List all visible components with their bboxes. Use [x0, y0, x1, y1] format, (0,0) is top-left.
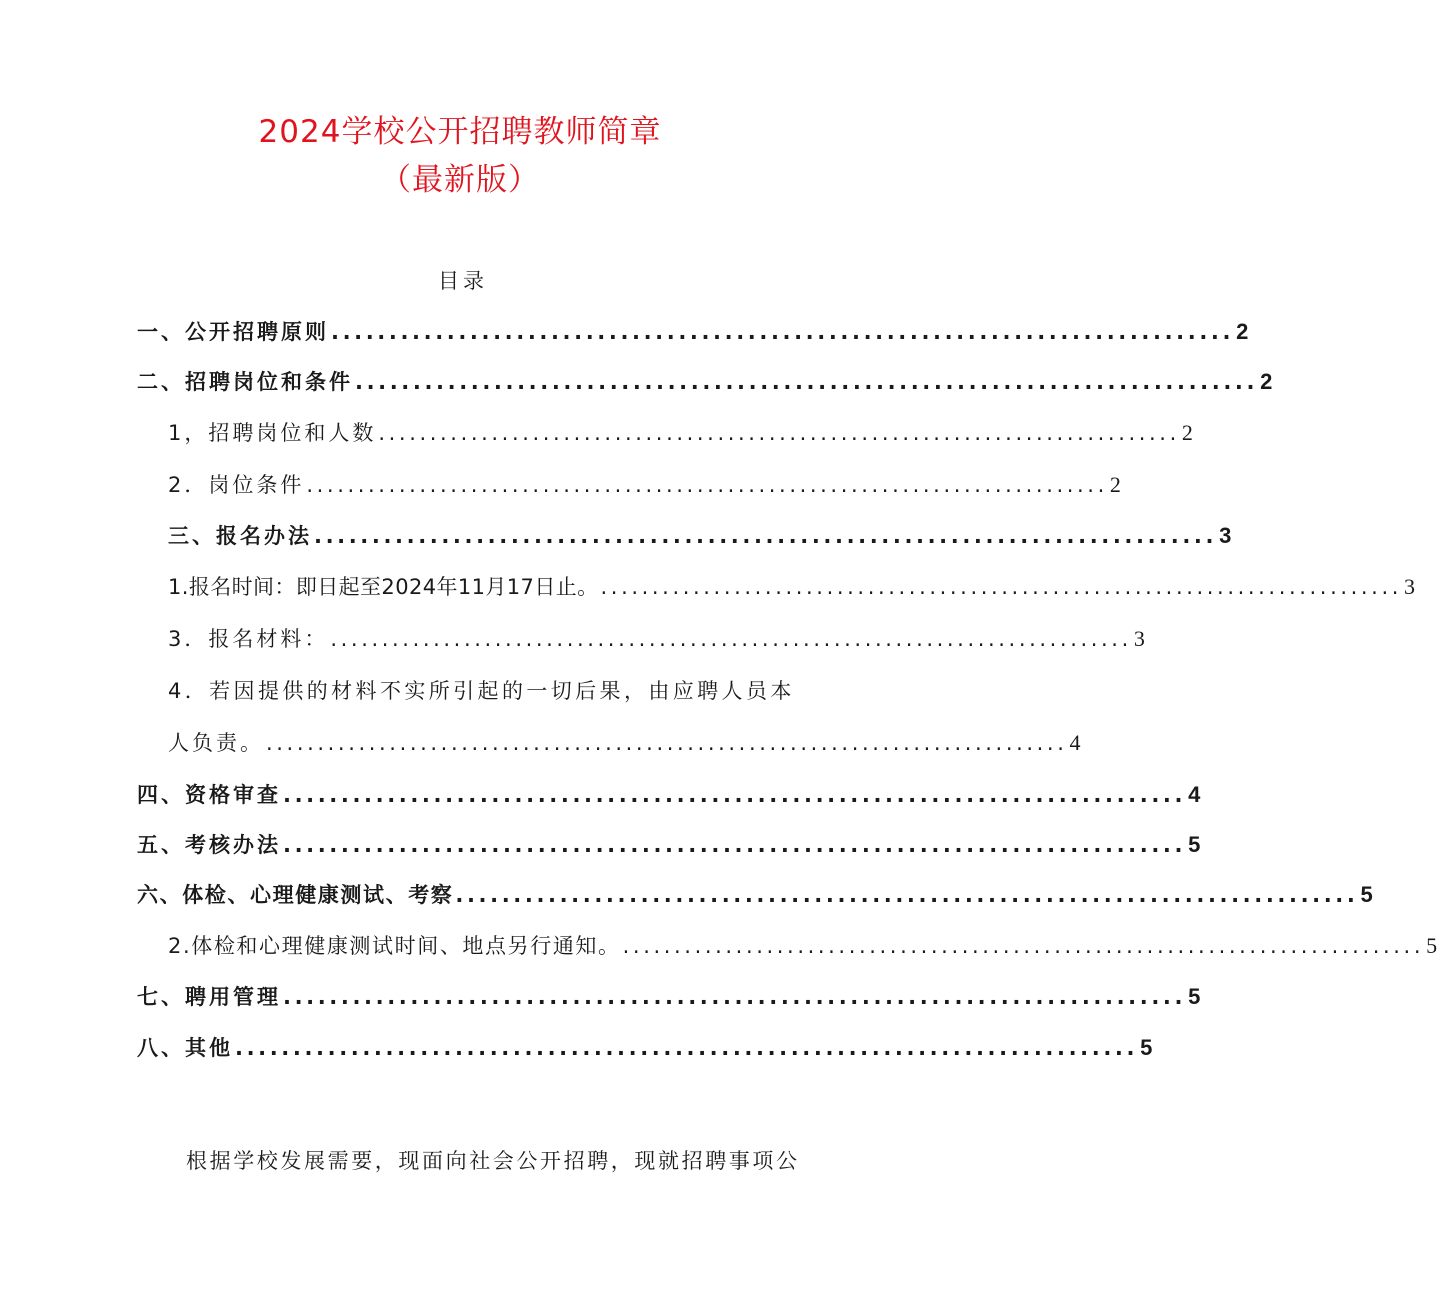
toc-leader-dots: ..............................................................................	[235, 1036, 1139, 1060]
toc-leader-dots: ..............................................................................	[331, 320, 1235, 344]
toc-entry-page: 2	[1260, 369, 1273, 394]
toc-entry-page: 5	[1360, 882, 1373, 907]
document-subtitle: （最新版）	[380, 162, 540, 198]
toc-entry-page: 2	[1236, 319, 1249, 344]
toc-leader-dots: ..............................................................................	[266, 731, 1068, 755]
toc-leader-dots: ..............................................................................	[378, 421, 1180, 445]
toc-leader-dots: ..............................................................................	[355, 370, 1259, 394]
toc-entry-page: 3	[1133, 626, 1145, 651]
toc-entry-label: 四、资格审查	[137, 783, 281, 807]
toc-leader-dots: ..............................................................................	[283, 985, 1187, 1009]
toc-entry-label: 人负责。	[168, 731, 264, 755]
toc-entry[interactable]	[137, 1031, 1153, 1065]
toc-entry-page: 3	[1219, 523, 1232, 548]
toc-entry-label: 2．岗位条件	[168, 473, 305, 497]
toc-entry-label: 八、其他	[137, 1036, 233, 1060]
toc-entry-label: 3．报名材料：	[168, 627, 329, 651]
toc-entry-page: 5	[1426, 933, 1437, 958]
body-paragraph: 根据学校发展需要，现面向社会公开招聘，现就招聘事项公	[186, 1149, 800, 1173]
toc-entry[interactable]	[168, 726, 1081, 760]
toc-entry[interactable]	[168, 468, 1121, 502]
toc-entry[interactable]	[137, 980, 1201, 1014]
toc-entry-page: 2	[1181, 420, 1193, 445]
toc-entry[interactable]	[137, 878, 1373, 912]
toc-leader-dots: ..............................................................................	[283, 783, 1187, 807]
toc-entry-label: 七、聘用管理	[137, 985, 281, 1009]
toc-entry-page: 5	[1188, 984, 1201, 1009]
toc-entry-page: 3	[1404, 574, 1416, 599]
toc-entry-page: 2	[1109, 472, 1121, 497]
toc-entry-page: 4	[1069, 730, 1081, 755]
toc-leader-dots: ..............................................................................	[306, 473, 1108, 497]
toc-leader-dots: ..............................................................................	[455, 883, 1359, 907]
toc-heading: 目录	[438, 269, 488, 293]
toc-entry-label: 2.体检和心理健康测试时间、地点另行通知。	[168, 934, 621, 958]
toc-entry-label: 一、公开招聘原则	[137, 320, 329, 344]
toc-leader-dots: ..............................................................................	[622, 934, 1425, 958]
toc-entry-page: 4	[1188, 782, 1201, 807]
toc-entry-label: 五、考核办法	[137, 833, 281, 857]
toc-entry[interactable]	[168, 622, 1145, 656]
toc-leader-dots: ..............................................................................	[330, 627, 1132, 651]
toc-entry-label: 1.报名时间：即日起至2024年11月17日止。	[168, 575, 599, 599]
toc-entry[interactable]	[137, 315, 1249, 349]
toc-leader-dots: ..............................................................................	[314, 524, 1218, 548]
toc-entry-label: 1，招聘岗位和人数	[168, 421, 377, 445]
toc-entry[interactable]	[137, 778, 1201, 812]
toc-entry[interactable]	[168, 929, 1437, 963]
toc-entry-label: 二、招聘岗位和条件	[137, 370, 353, 394]
document-title: 2024学校公开招聘教师简章	[258, 114, 662, 150]
toc-entry-label: 三、报名办法	[168, 524, 312, 548]
toc-entry[interactable]	[168, 416, 1193, 450]
toc-leader-dots: ..............................................................................	[600, 575, 1403, 599]
toc-leader-dots: ..............................................................................	[283, 833, 1187, 857]
toc-entry[interactable]	[137, 365, 1273, 399]
toc-entry[interactable]	[168, 519, 1232, 553]
toc-entry[interactable]	[168, 570, 1416, 604]
toc-entry[interactable]	[137, 828, 1201, 862]
toc-entry-page: 5	[1188, 832, 1201, 857]
toc-entry-label-line1: 4．若因提供的材料不实所引起的一切后果，由应聘人员本	[168, 679, 795, 703]
toc-entry-page: 5	[1140, 1035, 1153, 1060]
toc-entry-label: 六、体检、心理健康测试、考察	[137, 883, 454, 907]
